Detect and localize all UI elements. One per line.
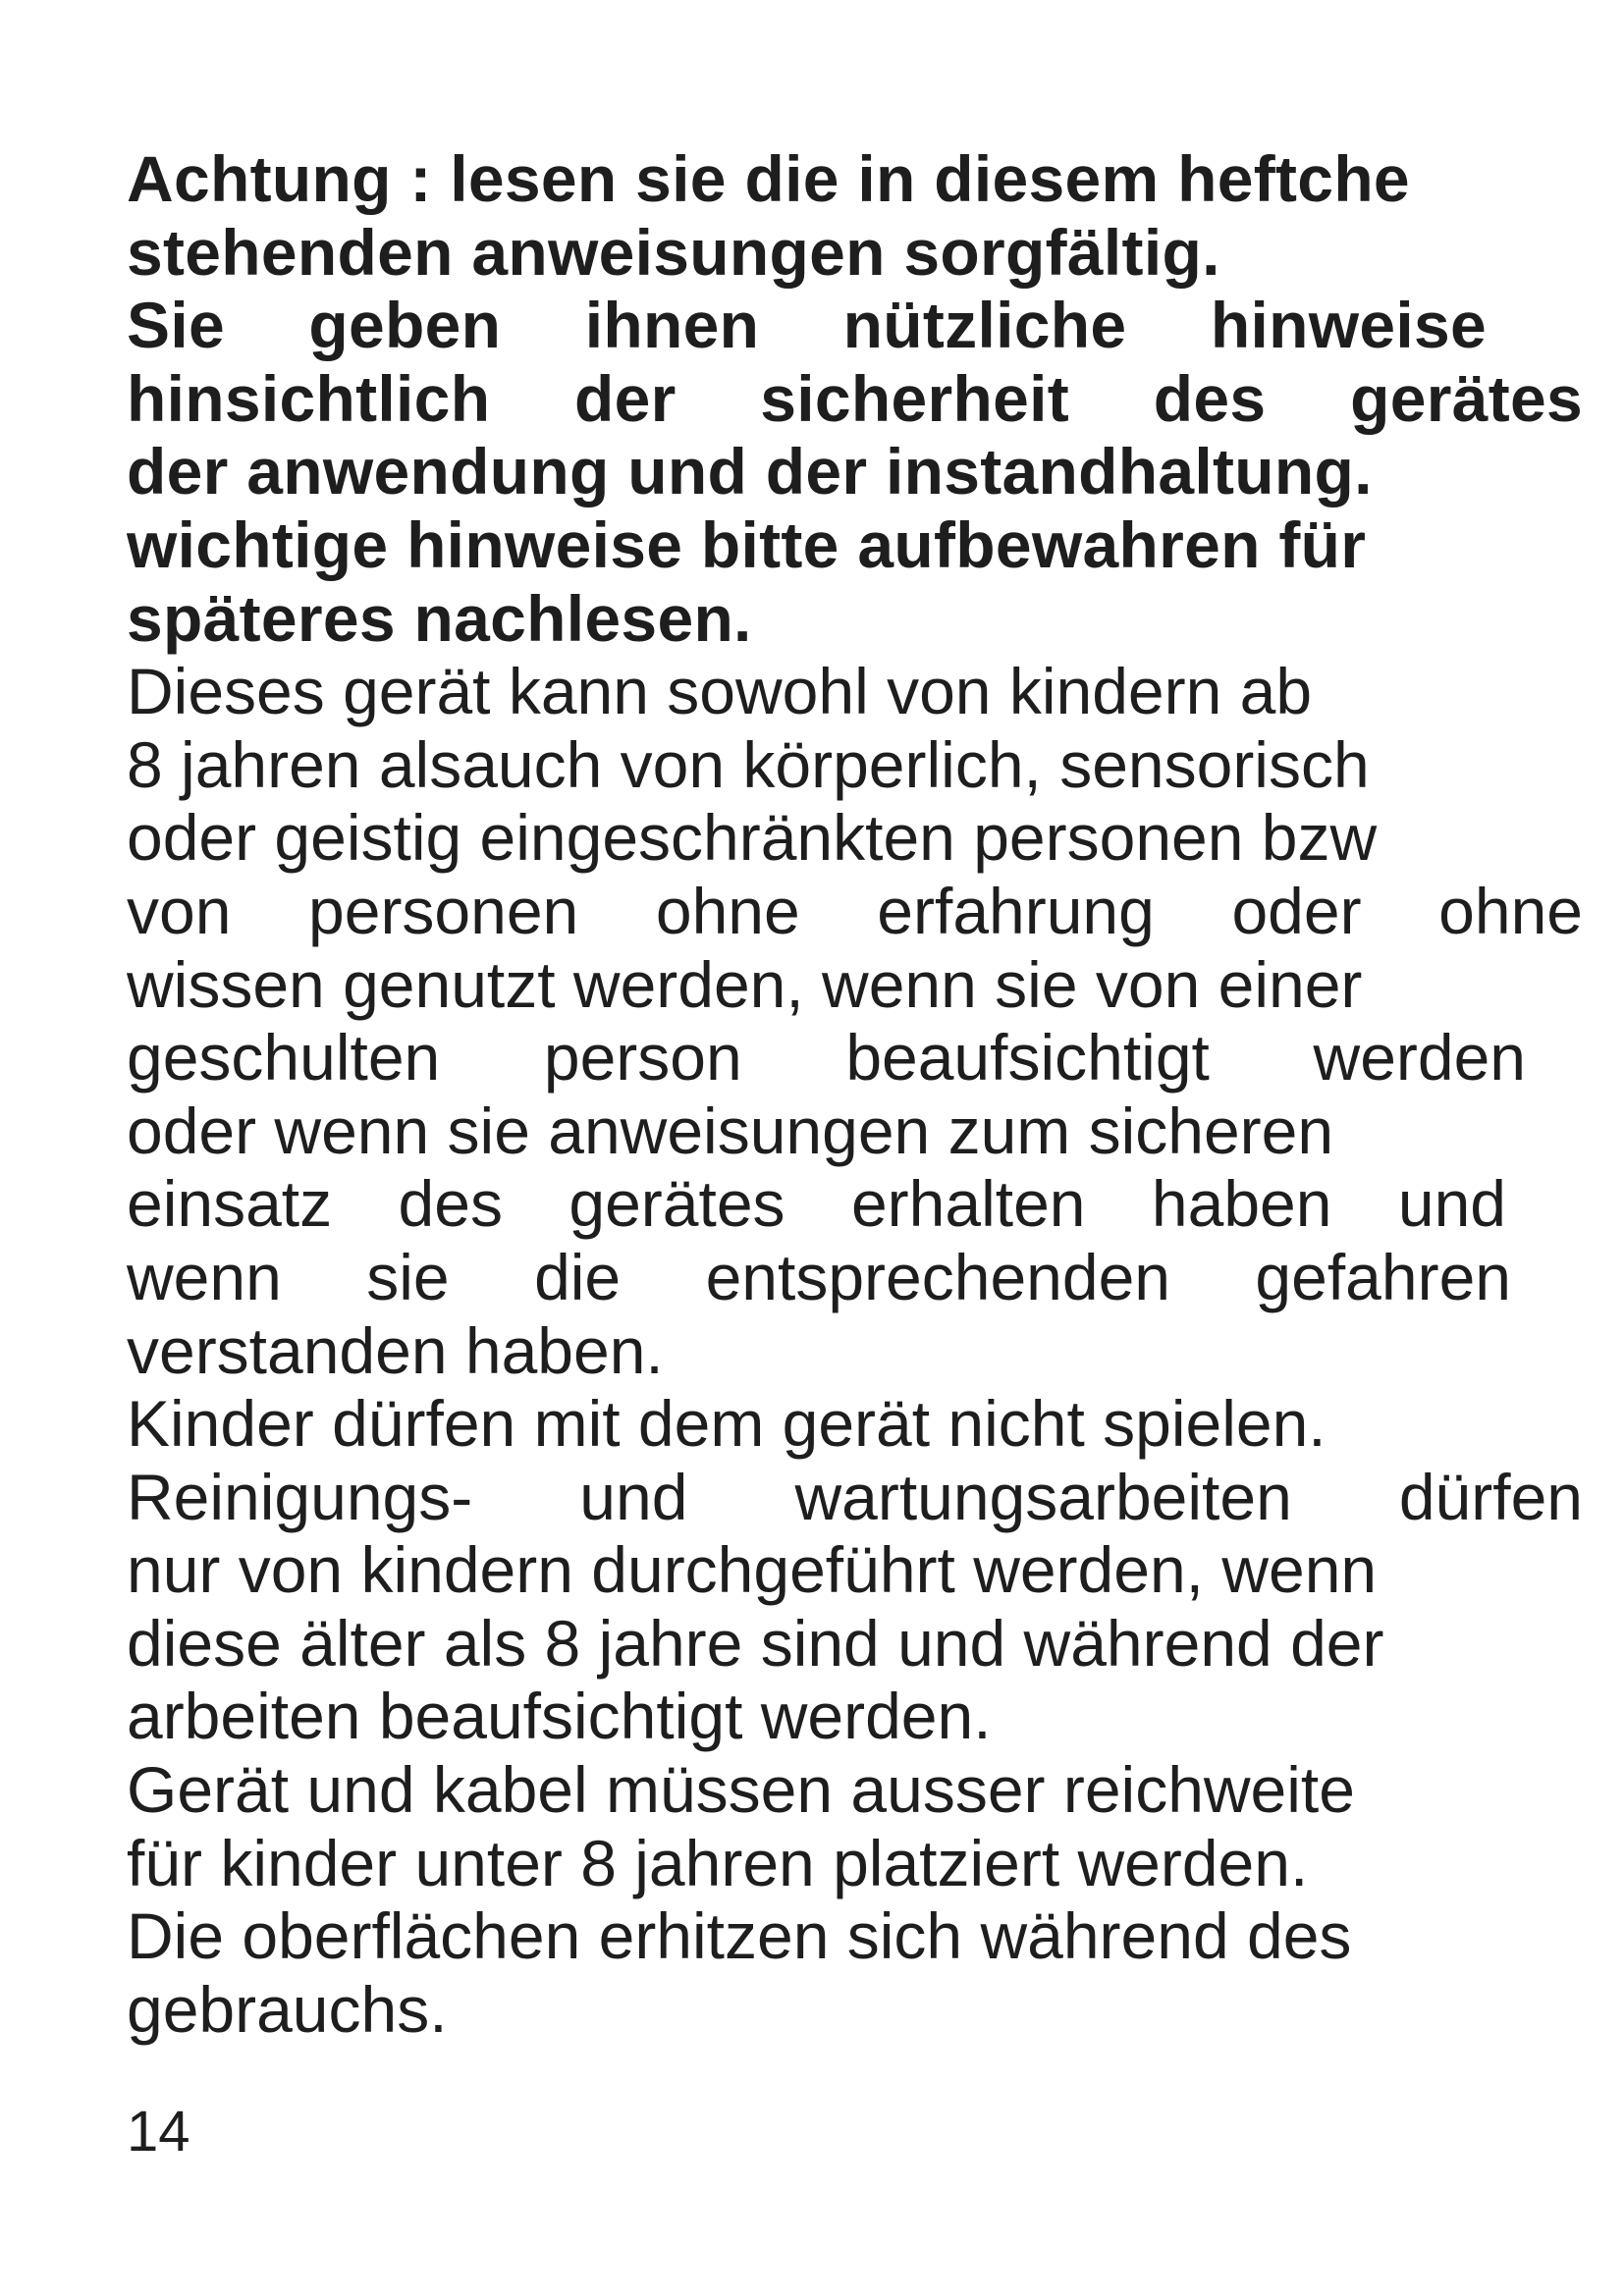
body-line: arbeiten beaufsichtigt werden. — [127, 1680, 992, 1753]
safety-instructions-paragraph — [127, 655, 1583, 2046]
body-line: oder geistig eingeschränkten personen bzw — [127, 801, 1378, 875]
body-line: Reinigungs- und wartungsarbeiten dürfen — [127, 1460, 1583, 1533]
safety-warning-paragraph — [127, 142, 1583, 655]
body-line: Dieses gerät kann sowohl von kindern ab — [127, 655, 1313, 728]
warning-line: wichtige hinweise bitte aufbewahren für — [127, 507, 1367, 581]
warning-line: Sie geben ihnen nützliche hinweise — [127, 289, 1487, 362]
body-line: wissen genutzt werden, wenn sie von einer — [127, 947, 1363, 1021]
body-line: Gerät und kabel müssen ausser reichweite — [127, 1753, 1355, 1827]
body-line: oder wenn sie anweisungen zum sicheren — [127, 1094, 1334, 1167]
body-line: nur von kindern durchgeführt werden, wenn — [127, 1533, 1378, 1607]
page-content — [127, 142, 1583, 2046]
body-line: wenn sie die entsprechenden gefahren — [127, 1240, 1511, 1313]
body-line: gebrauchs. — [127, 1972, 448, 2046]
warning-line: der anwendung und der instandhaltung. — [127, 435, 1373, 508]
warning-line: späteres nachlesen. — [127, 581, 752, 655]
body-line: diese älter als 8 jahre sind und während der — [127, 1606, 1384, 1680]
body-line: verstanden haben. — [127, 1313, 664, 1387]
body-line: von personen ohne erfahrung oder ohne — [127, 874, 1583, 947]
body-line: einsatz des gerätes erhalten haben und — [127, 1167, 1506, 1241]
page-number: 14 — [127, 2100, 190, 2163]
body-line: geschulten person beaufsichtigt werden — [127, 1021, 1526, 1095]
body-line: 8 jahren alsauch von körperlich, sensorisch — [127, 727, 1370, 801]
warning-line: Achtung : lesen sie die in diesem heftche — [127, 142, 1410, 215]
body-line: Die oberflächen erhitzen sich während des — [127, 1899, 1352, 1973]
body-line: für kinder unter 8 jahren platziert werden. — [127, 1826, 1309, 1899]
body-line: Kinder dürfen mit dem gerät nicht spielen. — [127, 1387, 1326, 1461]
warning-line: stehenden anweisungen sorgfältig. — [127, 215, 1220, 289]
warning-line: hinsichtlich der sicherheit des gerätes — [127, 361, 1583, 435]
